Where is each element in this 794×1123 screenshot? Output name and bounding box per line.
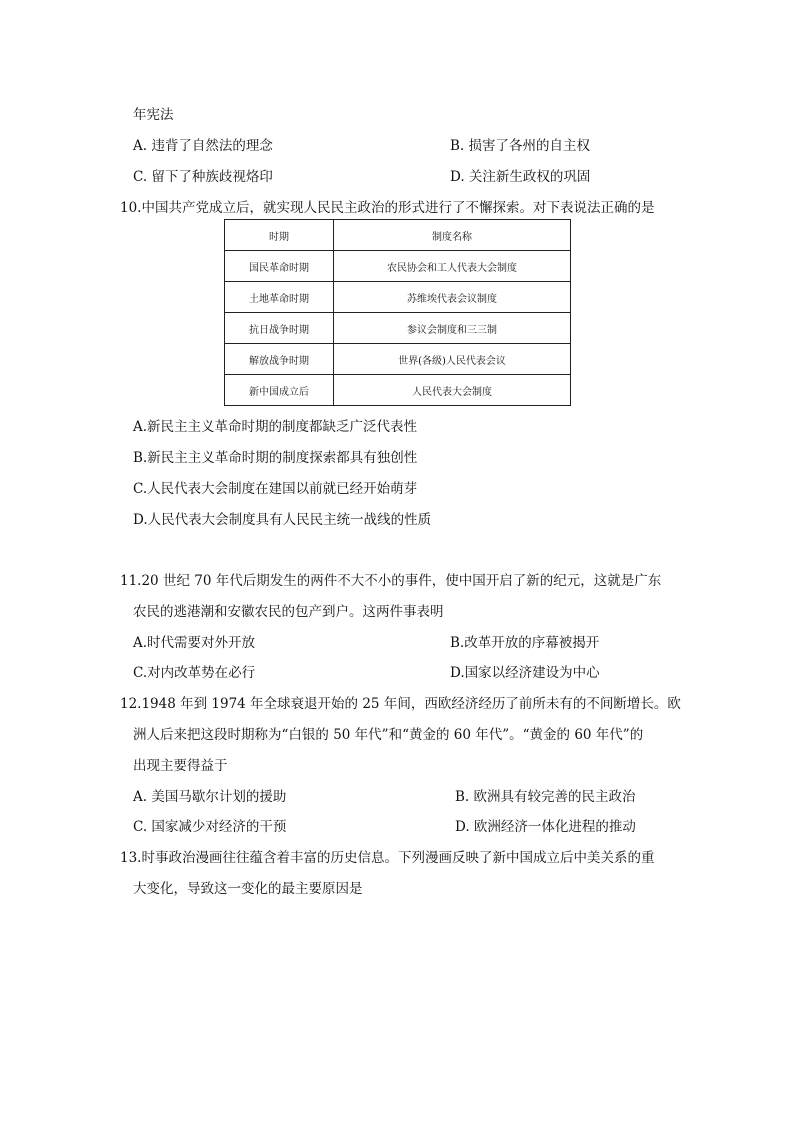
q10-option-a: A.新民主主义革命时期的制度都缺乏广泛代表性: [133, 419, 418, 435]
table-cell-system: 苏维埃代表会议制度: [334, 282, 571, 313]
q12-stem-line1: 12.1948 年到 1974 年全球衰退开始的 25 年间，西欧经济经历了前所未有的不间断增长。欧: [120, 696, 681, 712]
q11-option-b: B.改革开放的序幕被揭开: [450, 635, 600, 651]
q9-option-a: A. 违背了自然法的理念: [133, 138, 273, 154]
q9-option-d: D. 关注新生政权的巩固: [450, 169, 591, 185]
table-cell-system: 人民代表大会制度: [334, 375, 571, 406]
q10-table: [224, 219, 571, 406]
table-header-period: 时期: [225, 220, 334, 251]
q12-option-d: D. 欧洲经济一体化进程的推动: [455, 819, 636, 835]
table-row: [225, 375, 571, 406]
q11-option-c: C.对内改革势在必行: [133, 665, 256, 681]
table-cell-system: 世界(各级)人民代表会议: [334, 344, 571, 375]
table-cell-system: 农民协会和工人代表大会制度: [334, 251, 571, 282]
table-cell-period: 国民革命时期: [225, 251, 334, 282]
q10-option-b: B.新民主主义革命时期的制度探索都具有独创性: [133, 450, 418, 466]
table-header-row: [225, 220, 571, 251]
q10-option-c: C.人民代表大会制度在建国以前就已经开始萌芽: [133, 481, 418, 497]
table-cell-period: 新中国成立后: [225, 375, 334, 406]
q11-option-d: D.国家以经济建设为中心: [450, 665, 600, 681]
table-cell-system: 参议会制度和三三制: [334, 313, 571, 344]
table-row: [225, 251, 571, 282]
q12-stem-line3: 出现主要得益于: [133, 758, 228, 774]
q9-option-b: B. 损害了各州的自主权: [450, 138, 591, 154]
table-row: [225, 313, 571, 344]
q11-stem-line2: 农民的逃港潮和安徽农民的包产到户。这两件事表明: [133, 604, 444, 620]
q10-option-d: D.人民代表大会制度具有人民民主统一战线的性质: [133, 512, 432, 528]
table-cell-period: 解放战争时期: [225, 344, 334, 375]
q12-option-b: B. 欧洲具有较完善的民主政治: [455, 789, 636, 805]
q12-option-c: C. 国家减少对经济的干预: [133, 819, 287, 835]
q11-option-a: A.时代需要对外开放: [133, 635, 256, 651]
table-cell-period: 土地革命时期: [225, 282, 334, 313]
q12-stem-line2: 洲人后来把这段时期称为“白银的 50 年代”和“黄金的 60 年代”。“黄金的 60 年代”的: [133, 727, 644, 743]
table-row: [225, 344, 571, 375]
table-cell-period: 抗日战争时期: [225, 313, 334, 344]
q12-option-a: A. 美国马歇尔计划的援助: [133, 789, 287, 805]
q10-stem: 10.中国共产党成立后，就实现人民民主政治的形式进行了不懈探索。对下表说法正确的是: [120, 200, 655, 216]
q9-stem-tail: 年宪法: [133, 107, 174, 123]
q9-option-c: C. 留下了种族歧视烙印: [133, 169, 273, 185]
q11-stem-line1: 11.20 世纪 70 年代后期发生的两件不大不小的事件，使中国开启了新的纪元，这就是广东: [120, 573, 662, 589]
table-row: [225, 282, 571, 313]
table-header-system: 制度名称: [334, 220, 571, 251]
q13-stem-line1: 13.时事政治漫画往往蕴含着丰富的历史信息。下列漫画反映了新中国成立后中美关系的重: [120, 850, 655, 866]
q13-stem-line2: 大变化，导致这一变化的最主要原因是: [133, 881, 363, 897]
